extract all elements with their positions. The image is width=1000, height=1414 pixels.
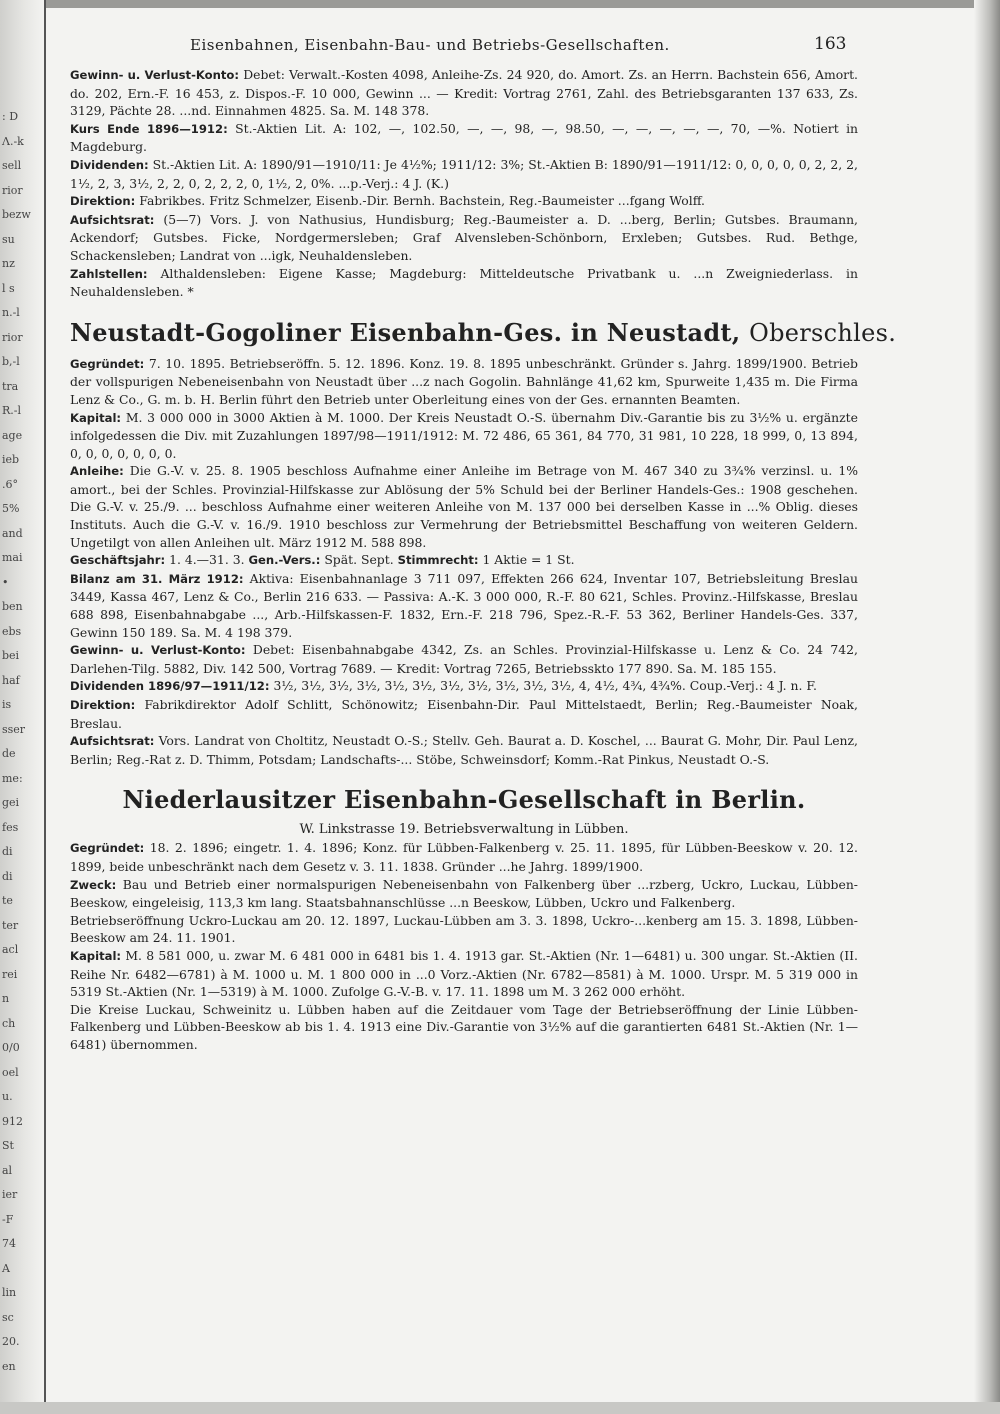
left-gutter (0, 0, 46, 1414)
gutter-fragment: ieb (2, 453, 20, 466)
gutter-fragment: nz (2, 257, 15, 270)
entry-label: Aufsichtsrat: (70, 212, 155, 227)
gutter-fragment: rior (2, 330, 23, 344)
entry-text: 1. 4.—31. 3. (169, 552, 245, 568)
gutter-fragment: is (2, 698, 12, 711)
gutter-fragment: l s (2, 281, 15, 295)
entry-label: Gewinn- u. Verlust-Konto: (70, 68, 240, 82)
entry-paragraph (70, 355, 858, 409)
entry-label: Gegründet: (70, 356, 145, 371)
entry-paragraph (70, 66, 858, 120)
page-number: 163 (814, 34, 847, 54)
gutter-fragment: de (2, 747, 16, 760)
gutter-fragment: bei (2, 649, 20, 662)
gutter-fragment: age (2, 428, 23, 442)
entry-text: St.-Aktien Lit. A: 1890/91—1910/11: Je 4½%; 1911/12: 3%; St.-Aktien B: 1890/91—1911/12: 0, 0, 0, 0, 0, 2, 2, 2, 1½, 2, 3, 3½, 2, 2, 0, 2, 2, 2, 0, 1½, 2, 0%. ...p.-Verj.: 4 J. (K.) (70, 156, 858, 191)
entry-text: (5—7) Vors. J. von Nathusius, Hundisburg; Reg.-Baumeister a. D. ...berg, Berlin; Gutsbes. Braumann, Ackendorf; Gutsbes. Ficke, Nordgermersleben; Graf Alvensleben-Schönborn, Erxleben; Gutsbes. Rud. Bethge, Schackensleben; Landrat von ...igk, Neuhaldensleben. (70, 211, 858, 263)
entry-label: Dividenden 1896/97—1911/12: (70, 679, 270, 694)
entry-text: Spät. Sept. (324, 552, 394, 568)
running-header: Eisenbahnen, Eisenbahn-Bau- und Betriebs-Gesellschaften. (190, 36, 670, 54)
entry-text: M. 3 000 000 in 3000 Aktien à M. 1000. Der Kreis Neustadt O.-S. übernahm Div.-Garantie bis zu 3½% u. ergänzte infolgedessen die Div. mit Zuzahlungen 1897/98—1911/1912: M. 72 486, 65 361, 84 770, 31 981, 10 228, 18 999, 0, 13 894, 0, 0, 0, 0, 0, 0, 0. (70, 409, 858, 461)
entry-paragraph (70, 947, 858, 1001)
entry-text: Die Kreise Luckau, Schweinitz u. Lübben haben auf die Zeitdauer vom Tage der Betriebseröffnung der Linie Lübben-Falkenberg und Lübben-Beeskow ab bis 1. 4. 1913 eine Div.-Garantie von 3½% auf die garantierten 6481 St.-Aktien (Nr. 1—6481) übernommen. (70, 1001, 858, 1052)
gutter-fragment: di (2, 845, 13, 858)
entry-text: 7. 10. 1895. Betriebseröffn. 5. 12. 1896. Konz. 19. 8. 1895 unbeschränkt. Gründer s. Jahrg. 1899/1900. Betrieb der vollspurigen Nebeneisenbahn von Neustadt über ...z nach Gogolin. Bahnlänge 41,62 km, Spurweite 1,435 m. Die Firma Lenz & Co., G. m. b. H. Berlin führt den Betrieb unter Oberleitung eines von der Ges. ernannten Beamten. (70, 355, 858, 407)
entry-text: Althaldensleben: Eigene Kasse; Magdeburg: Mitteldeutsche Privatbank u. ...n Zweigniederlass. in Neuhaldensleben. * (70, 265, 858, 300)
entry-label: Gegründet: (70, 841, 145, 856)
entry-paragraph (70, 265, 858, 301)
gutter-fragment: di (2, 869, 13, 883)
gutter-fragment: 74 (2, 1237, 16, 1250)
gutter-fragment: lin (2, 1286, 17, 1299)
gutter-fragment: rior (2, 183, 23, 197)
gutter-fragment: mai (2, 551, 23, 564)
entry-label: Bilanz am 31. März 1912: (70, 571, 244, 586)
gutter-fragment: 5% (2, 502, 20, 515)
gutter-fragment: rei (2, 967, 18, 981)
gutter-fragment: Λ.-k (2, 134, 24, 148)
section-1 (70, 66, 858, 301)
entry-paragraph (70, 462, 858, 551)
company-title-neustadt (70, 317, 897, 349)
entry-paragraph (70, 120, 858, 156)
entry-text: Fabrikbes. Fritz Schmelzer, Eisenb.-Dir. Bernh. Bachstein, Reg.-Baumeister ...fgang Wolff. (139, 193, 705, 209)
gutter-fragment: al (2, 1163, 13, 1177)
entry-label: Direktion: (70, 698, 136, 712)
entry-label: Stimmrecht: (397, 553, 479, 568)
entry-paragraph (70, 551, 858, 570)
gutter-fragment: n (2, 992, 10, 1005)
entry-paragraph (70, 156, 858, 192)
entry-text: 3½, 3½, 3½, 3½, 3½, 3½, 3½, 3½, 3½, 3½, 3½, 4, 4½, 4¾, 4¾%. Coup.-Verj.: 4 J. n. F. (273, 678, 817, 694)
entry-label: Geschäftsjahr: (70, 553, 166, 568)
entry-paragraph (70, 641, 858, 677)
page-content (70, 66, 897, 1054)
entry-paragraph (70, 570, 858, 641)
gutter-fragment: R.-l (2, 404, 22, 417)
entry-paragraph (70, 192, 858, 211)
company-address-niederlausitzer: W. Linkstrasse 19. Betriebsverwaltung in Lübben. (299, 822, 629, 838)
gutter-fragment: oel (2, 1065, 19, 1079)
gutter-fragment: ebs (2, 624, 22, 638)
entry-text: 18. 2. 1896; eingetr. 1. 4. 1896; Konz. für Lübben-Falkenberg v. 25. 11. 1895, für Lübben-Beeskow v. 20. 12. 1899, beide unbeschränkt nach dem Gesetz v. 3. 11. 1838. Gründer ...he Jahrg. 1899/1900. (70, 840, 858, 874)
gutter-fragment: me: (2, 771, 23, 785)
entry-paragraph (70, 409, 858, 463)
entry-paragraph (70, 912, 858, 947)
entry-label: Kapital: (70, 410, 122, 425)
entry-paragraph (70, 211, 858, 265)
entry-paragraph (70, 839, 858, 875)
gutter-fragment: ch (2, 1016, 16, 1030)
page-top-edge (0, 0, 1000, 8)
entry-label: Zweck: (70, 877, 117, 892)
entry-text: St.-Aktien Lit. A: 102, —, 102.50, —, —, 98, —, 98.50, —, —, —, —, —, 70, —%. Notiert in Magdeburg. (70, 120, 859, 155)
entry-text: Vors. Landrat von Choltitz, Neustadt O.-S.; Stellv. Geh. Baurat a. D. Koschel, ... Baurat G. Mohr, Dir. Paul Lenz, Berlin; Reg.-Rat z. D. Thimm, Potsdam; Landschafts-... Stöbe, Schweinsdorf; Komm.-Rat Pinkus, Neustadt O.-S. (70, 733, 858, 767)
entry-text: Die G.-V. v. 25. 8. 1905 beschloss Aufnahme einer Anleihe im Betrage von M. 467 340 zu 3¾% verzinsl. u. 1% amort., bei der Schles. Provinzial-Hilfskasse zur Ablösung der 5% Schuld bei der Berliner Handels-Ges.: 1908 geschehen. Die G.-V. v. 25./9. ... beschloss Aufnahme einer weiteren Anleihe von M. 137 000 bei derselben Kasse in ...% Oblig. dieses Instituts. Auch die G.-V. v. 16./9. 1910 beschloss zur Vermehrung der Betriebsmittel Beschaffung von weiteren Geldern. Ungetilgt von allen Anleihen ult. März 1912 M. 588 898. (70, 463, 858, 550)
entry-text: Aktiva: Eisenbahnanlage 3 711 097, Effekten 266 624, Inventar 107, Betriebsleitung Breslau 3449, Kassa 467, Lenz & Co., Berlin 216 633. — Passiva: A.-K. 3 000 000, R.-F. 80 621, Schles. Provinz.-Hilfskasse, Breslau 688 898, Eisenbahnabgabe ..., Arb.-Hilfskassen-F. 1832, Ern.-F. 218 796, Spez.-R.-F. 53 362, Berliner Handels-Ges. 337, Gewinn 150 189. Sa. M. 4 198 379. (70, 570, 858, 640)
gutter-fragment: 912 (2, 1114, 23, 1128)
entry-label: Kurs Ende 1896—1912: (70, 121, 228, 136)
company-title-neustadt-name: Neustadt-Gogoliner Eisenbahn-Ges. in Neustadt, (70, 317, 741, 347)
gutter-fragment: sell (2, 159, 22, 172)
entry-text: Bau und Betrieb einer normalspurigen Nebeneisenbahn von Falkenberg über ...rzberg, Uckro, Luckau, Lübben-Beeskow, eingeleisig, 113,3 km lang. Staatsbahnanschlüsse ...n Beeskow, Lübben, Uckro und Falkenberg. (70, 876, 858, 911)
gutter-fragment: -F (2, 1212, 14, 1226)
gutter-fragment: su (2, 232, 15, 246)
entry-text: 1 Aktie = 1 St. (482, 552, 575, 568)
entry-text: M. 8 581 000, u. zwar M. 6 481 000 in 6481 bis 1. 4. 1913 gar. St.-Aktien (Nr. 1—6481) u. 300 ungar. St.-Aktien (II. Reihe Nr. 6482—6781) à M. 1000 u. M. 1 800 000 in ...0 Vorz.-Aktien (Nr. 6782—8581) à M. 1000. Urspr. M. 5 319 000 in 5319 St.-Aktien (Nr. 1—5319) à M. 1000. Zufolge G.-V.-B. v. 17. 11. 1898 um M. 3 262 000 erhöht. (70, 947, 858, 1000)
entry-label: Direktion: (70, 194, 136, 209)
entry-text: Betriebseröffnung Uckro-Luckau am 20. 12. 1897, Luckau-Lübben am 3. 3. 1898, Uckro-...kenberg am 15. 3. 1898, Lübben-Beeskow am 24. 11. 1901. (70, 912, 858, 946)
entry-label: Gen.-Vers.: (248, 553, 321, 568)
gutter-fragment: tra (2, 379, 19, 393)
gutter-fragment: and (2, 526, 23, 540)
entry-paragraph (70, 696, 858, 732)
gutter-fragment: St (2, 1139, 14, 1152)
gutter-fragment: b,-l (2, 355, 20, 368)
company-title-niederlausitzer: Niederlausitzer Eisenbahn-Gesellschaft in Berlin. (122, 785, 806, 815)
gutter-fragment: en (2, 1359, 16, 1373)
page-bottom-edge (0, 1402, 1000, 1414)
company-title-neustadt-place: Oberschles. (749, 318, 897, 347)
gutter-fragment: : D (2, 110, 19, 123)
entry-text: Fabrikdirektor Adolf Schlitt, Schönowitz; Eisenbahn-Dir. Paul Mittelstaedt, Berlin; Reg.-Baumeister Noak, Breslau. (70, 697, 858, 731)
gutter-fragment: 20. (2, 1335, 20, 1348)
gutter-fragment: u. (2, 1090, 13, 1103)
entry-label: Aufsichtsrat: (70, 734, 155, 749)
section-neustadt (70, 355, 858, 769)
gutter-fragment: ier (2, 1188, 18, 1201)
entry-text: Debet: Verwalt.-Kosten 4098, Anleihe-Zs. 24 920, do. Amort. Zs. an Herrn. Bachstein 656, Amort. do. 202, Ern.-F. 16 453, z. Dispos.-F. 10 000, Gewinn ... — Kredit: Vortrag 2761, Zahl. des Betriebsgaranten 137 633, Zs. 3129, Pächte 28. ...nd. Einnahmen 4825. Sa. M. 148 378. (70, 67, 858, 119)
gutter-fragment: te (2, 894, 13, 907)
gutter-fragment: acl (2, 943, 19, 956)
gutter-fragment: .6° (2, 477, 18, 491)
entry-label: Dividenden: (70, 157, 149, 172)
section-niederlausitzer (70, 839, 858, 1053)
gutter-fragment: • (2, 575, 9, 589)
entry-paragraph (70, 1001, 858, 1054)
entry-paragraph (70, 732, 858, 768)
entry-label: Kapital: (70, 948, 122, 963)
entry-label: Zahlstellen: (70, 266, 148, 281)
entry-text: Debet: Eisenbahnabgabe 4342, Zs. an Schles. Provinzial-Hilfskasse u. Lenz & Co. 24 742, Darlehen-Tilg. 5882, Div. 142 500, Vortrag 7689. — Kredit: Vortrag 7265, Betriebsskto 177 890. Sa. M. 185 155. (70, 642, 858, 676)
entry-label: Anleihe: (70, 464, 124, 479)
entry-paragraph (70, 876, 858, 912)
gutter-fragment: sc (2, 1310, 14, 1324)
gutter-fragment: 0/0 (2, 1041, 20, 1054)
entry-label: Gewinn- u. Verlust-Konto: (70, 643, 246, 658)
gutter-fragment: bezw (2, 208, 31, 221)
right-page-edge (974, 0, 1000, 1414)
gutter-fragment: ter (2, 918, 19, 932)
entry-paragraph (70, 677, 858, 696)
gutter-fragment: sser (2, 722, 26, 736)
gutter-fragment: A (2, 1261, 10, 1275)
gutter-fragment: ben (2, 600, 23, 613)
gutter-fragment: fes (2, 820, 19, 834)
gutter-fragment: n.-l (2, 306, 20, 319)
gutter-fragment: haf (2, 673, 20, 687)
gutter-fragment: gei (2, 796, 20, 809)
